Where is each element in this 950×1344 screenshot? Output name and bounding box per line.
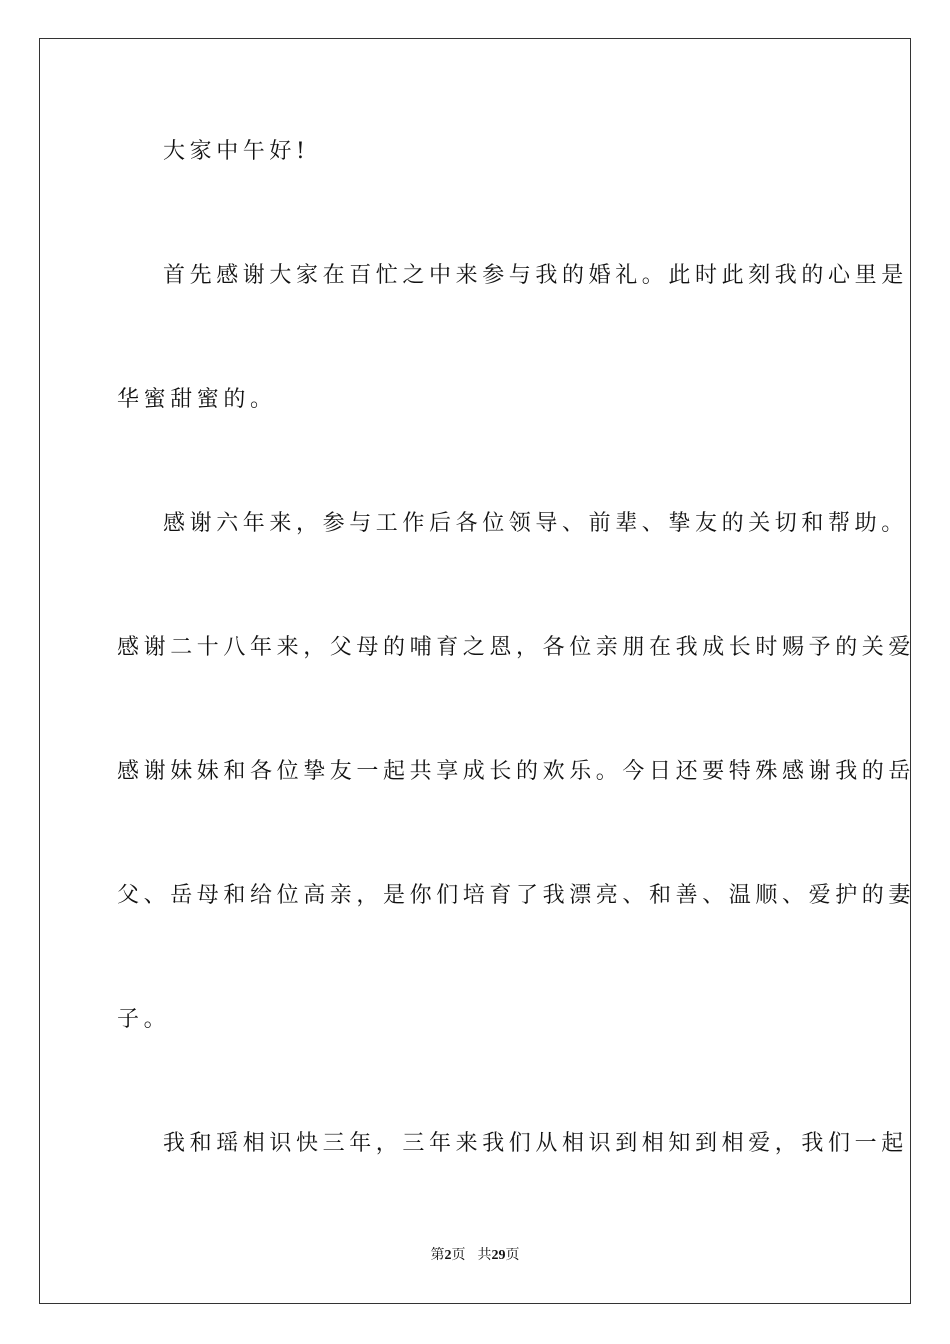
paragraph-line-1: 大家中午好! [163, 139, 310, 164]
footer-page-number: 2 [444, 1248, 452, 1263]
footer-total-pages: 29 [491, 1248, 506, 1263]
footer-total-suffix: 页 [505, 1248, 520, 1263]
footer-page-prefix: 第 [430, 1248, 445, 1263]
paragraph-line-3: 华蜜甜蜜的。 [117, 387, 277, 412]
footer-total-prefix: 共 [477, 1248, 492, 1263]
paragraph-line-6: 感谢妹妹和各位挚友一起共享成长的欢乐。今日还要特殊感谢我的岳 [117, 759, 916, 784]
footer-page-suffix: 页 [451, 1248, 466, 1263]
paragraph-line-4: 感谢六年来，参与工作后各位领导、前辈、挚友的关切和帮助。 [163, 511, 908, 536]
paragraph-line-5: 感谢二十八年来，父母的哺育之恩，各位亲朋在我成长时赐予的关爱 [117, 635, 916, 660]
page-frame [39, 38, 916, 1304]
paragraph-line-8: 子。 [117, 1007, 171, 1032]
paragraph-line-9: 我和瑶相识快三年，三年来我们从相识到相知到相爱，我们一起 [163, 1131, 908, 1156]
page-footer [0, 1247, 950, 1265]
paragraph-line-7: 父、岳母和给位高亲，是你们培育了我漂亮、和善、温顺、爱护的妻 [117, 883, 916, 908]
paragraph-line-2: 首先感谢大家在百忙之中来参与我的婚礼。此时此刻我的心里是 [163, 263, 908, 288]
